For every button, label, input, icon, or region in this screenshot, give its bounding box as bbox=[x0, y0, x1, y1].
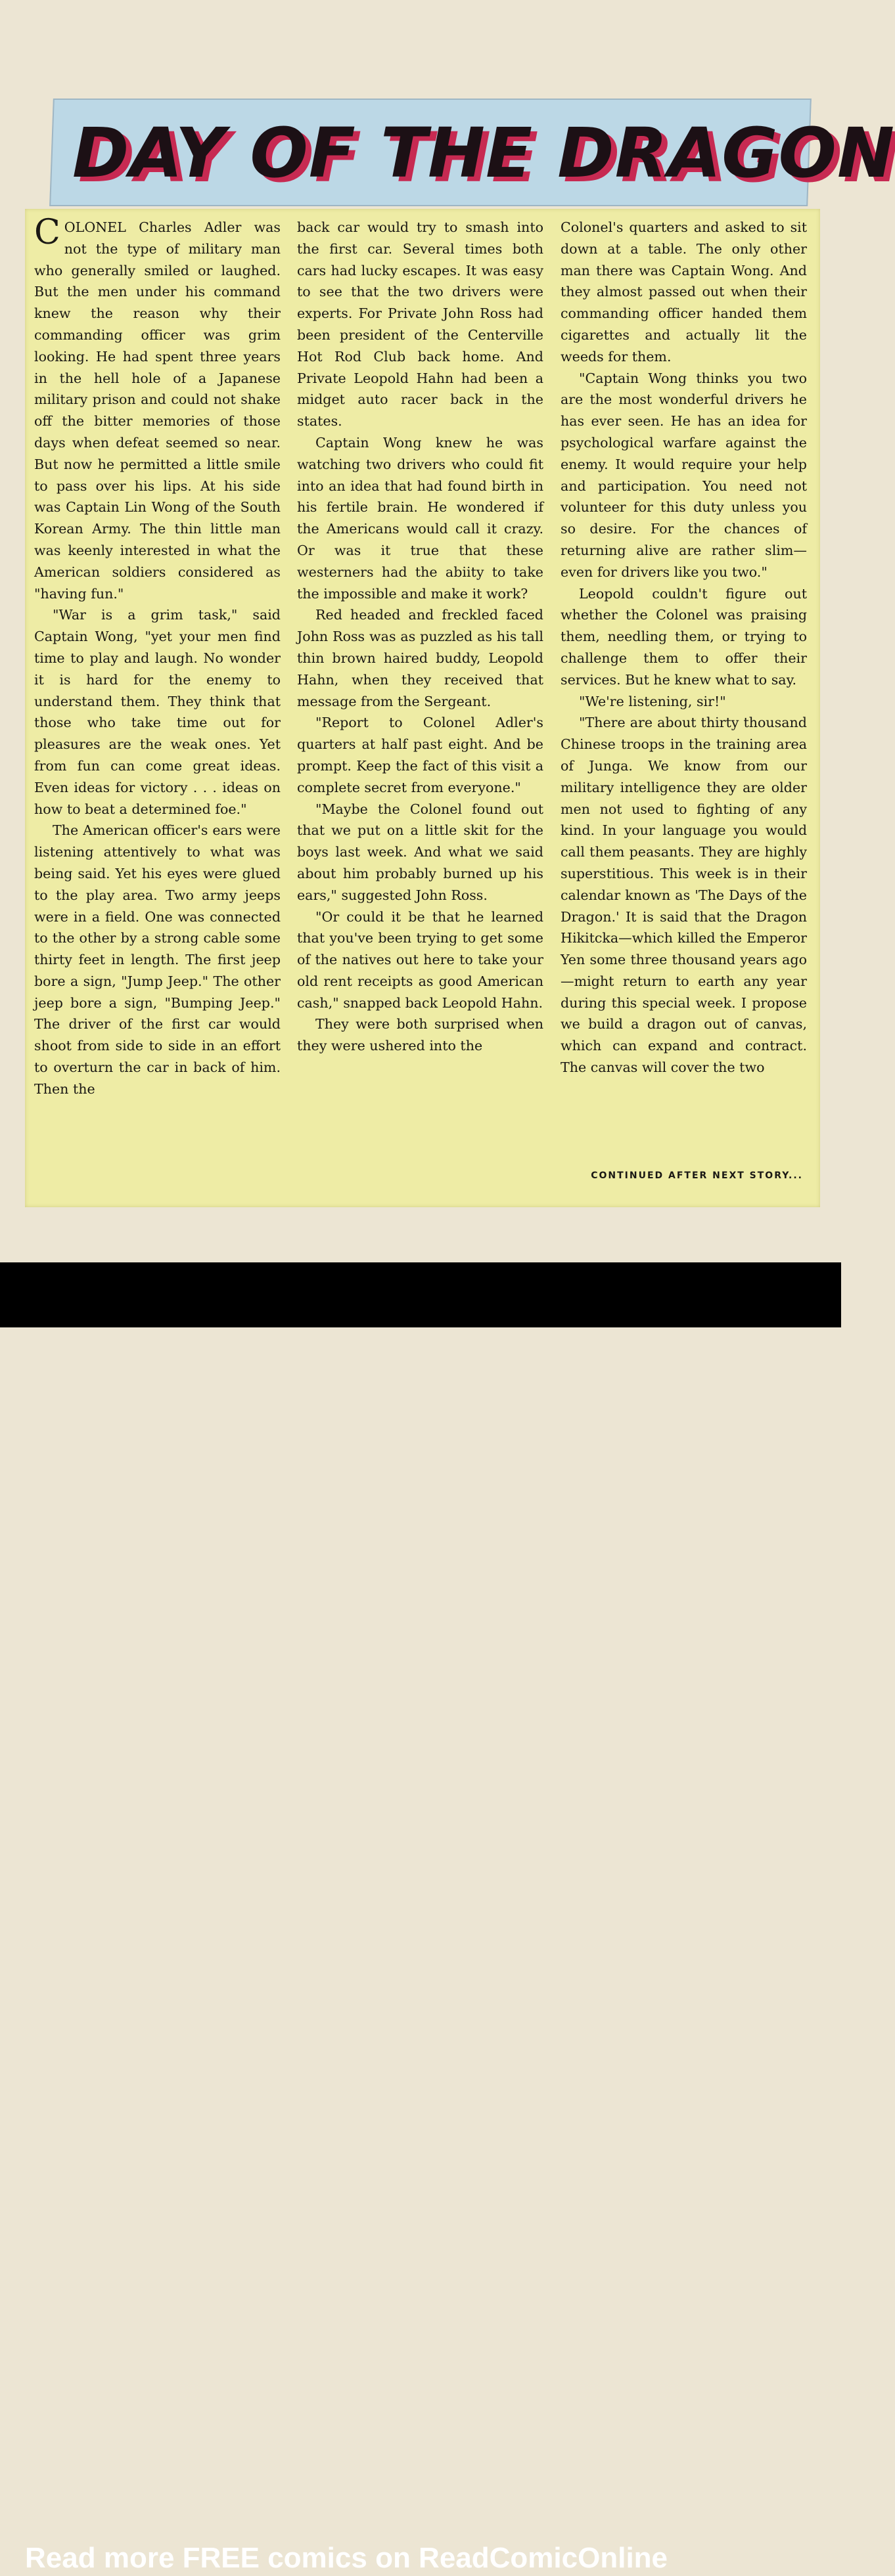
text-column-2 bbox=[297, 217, 543, 1057]
paragraph: "Captain Wong thinks you two are the most wonderful drivers he has ever seen. He has an idea for psychological warfare against the enemy. It would require your help and participation. You need not volunteer for this duty unless you so desire. For the chances of returning alive are rather slim—even for drivers like you two." bbox=[561, 370, 807, 580]
paragraph: Captain Wong knew he was watching two drivers who could fit into an idea that had found birth in his fertile brain. He wondered if the Americans would call it crazy. Or was it true that these westerners had the abiity to take the impossible and make it work? bbox=[297, 434, 543, 602]
paragraph: "There are about thirty thousand Chinese troops in the training area of Junga. We know from our military intelligence they are older men not used to fighting of any kind. In your language you would call them peasants. They are highly superstitious. This week is in their calendar known as 'The Days of the Dragon.' It is said that the Dragon Hikitcka—which killed the Emperor Yen some three thousand years ago—might return to earth any year during this special week. I propose we build a dragon out of canvas, which can expand and contract. The canvas will cover the two bbox=[561, 715, 807, 1076]
paragraph: back car would try to smash into the first car. Several times both cars had lucky escapes. It was easy to see that the two drivers were experts. For Private John Ross had been president of the Centerville Hot Rod Club back home. And Private Leopold Hahn had been a midget auto racer back in the states. bbox=[297, 219, 543, 430]
story-title: DAY OF THE DRAGON bbox=[72, 113, 895, 193]
comic-page bbox=[0, 0, 895, 1262]
paragraph: "War is a grim task," said Captain Wong, "yet your men find time to play and laugh. No wonder it is hard for the enemy to understand them. They think that those who take time out for pleasures are the weak ones. Yet from fun can come great ideas. Even ideas for victory . . . ideas on how to beat a determined foe." bbox=[34, 607, 281, 817]
paragraph: Leopold couldn't figure out whether the Colonel was praising them, needling them, or trying to challenge them to offer their services. But he knew what to say. bbox=[561, 585, 807, 688]
paragraph: Colonel's quarters and asked to sit down at a table. The only other man there was Captain Wong. And they almost passed out when their commanding officer handed them cigarettes and actually lit the weeds for them. bbox=[561, 219, 807, 365]
paragraph: not the type of military man who generally smiled or laughed. But the men under his command knew the reason why their commanding officer was grim looking. He had spent three years in the hell hole of a Japanese military prison and could not shake off the bitter memories of those days when defeat seemed so near. But now he permitted a little smile to pass over his lips. At his side was Captain Lin Wong of the South Korean Army. The thin little man was keenly interested in what the American soldiers considered as "having fun." bbox=[34, 240, 281, 602]
paragraph: The American officer's ears were listening attentively to what was being said. Yet his eyes were glued to the play area. Two army jeeps were in a field. One was connected to the other by a strong cable some thirty feet in length. The first jeep bore a sign, "Jump Jeep." The other jeep bore a sign, "Bumping Jeep." The driver of the first car would shoot from side to side in an effort to overturn the car in back of him. Then the bbox=[34, 822, 281, 1097]
footer-banner[interactable] bbox=[0, 1262, 841, 2574]
text-column-1 bbox=[34, 213, 281, 1100]
paragraph: Red headed and freckled faced John Ross was as puzzled as his tall thin brown haired buddy, Leopold Hahn, when they received that message from the Sergeant. bbox=[297, 607, 543, 709]
opening-line: OLONEL Charles Adler was bbox=[64, 219, 281, 235]
paragraph: "We're listening, sir!" bbox=[579, 693, 726, 709]
continued-note: CONTINUED AFTER NEXT STORY... bbox=[591, 1170, 803, 1181]
drop-cap: C bbox=[34, 213, 60, 252]
paragraph: They were both surprised when they were ushered into the bbox=[297, 1016, 543, 1054]
opening-paragraph bbox=[34, 213, 281, 604]
paragraph: "Report to Colonel Adler's quarters at half past eight. And be prompt. Keep the fact of this visit a complete secret from everyone." bbox=[297, 715, 543, 795]
footer-link[interactable]: Read more FREE comics on ReadComicOnline bbox=[25, 2542, 668, 2574]
paragraph: "Maybe the Colonel found out that we put on a little skit for the boys last week. And what we said about him probably burned up his ears," suggested John Ross. bbox=[297, 801, 543, 903]
text-column-3 bbox=[561, 217, 807, 1078]
paragraph: "Or could it be that he learned that you've been trying to get some of the natives out here to take your old rent receipts as good American cash," snapped back Leopold Hahn. bbox=[297, 908, 543, 1011]
